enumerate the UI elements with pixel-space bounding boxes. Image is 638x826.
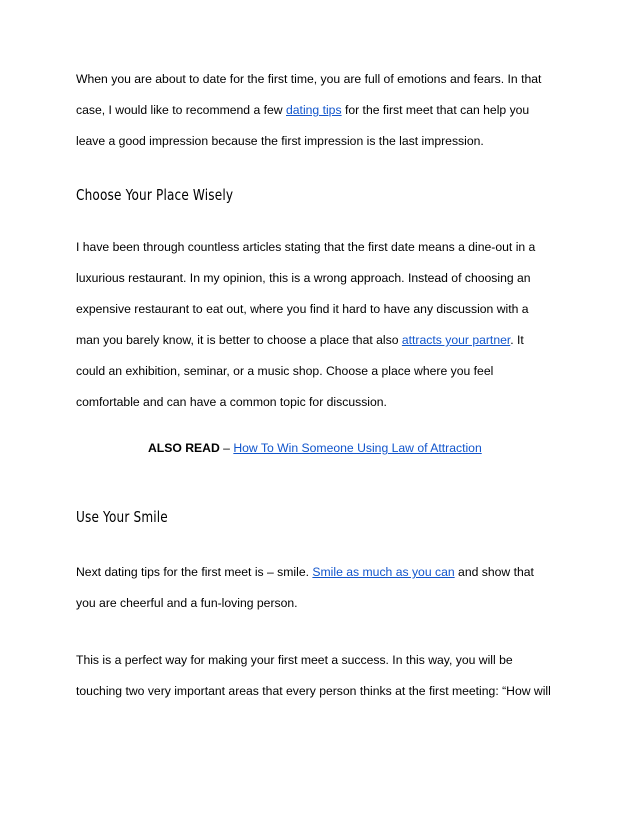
para3-paragraph <box>76 645 576 707</box>
intro-line-2 <box>76 95 576 126</box>
section1-line-6: comfortable and can have a common topic for discussion. <box>76 395 387 409</box>
section-heading-choose-place: Choose Your Place Wisely <box>76 186 234 204</box>
intro-line-1: When you are about to date for the first time, you are full of emotions and fears. In that <box>76 72 542 86</box>
para3-line-2: touching two very important areas that every person thinks at the first meeting: “How will <box>76 684 551 698</box>
intro-line-2-text: case, I would like to recommend a few <box>76 103 286 117</box>
also-read-dash: – <box>219 441 234 455</box>
section2-line-1-tail: and show that <box>454 565 534 579</box>
section1-line-4 <box>76 325 576 356</box>
section1-line-1: I have been through countless articles stating that the first date means a dine-out in a <box>76 240 536 254</box>
section2-line-2: you are cheerful and a fun-loving person. <box>76 596 298 610</box>
section1-line-4-text: man you barely know, it is better to choose a place that also <box>76 333 402 347</box>
intro-line-2-tail: for the first meet that can help you <box>341 103 530 117</box>
attracts-partner-link[interactable]: attracts your partner <box>401 333 511 347</box>
section-heading-use-smile: Use Your Smile <box>76 508 168 526</box>
section1-line-5: could an exhibition, seminar, or a music shop. Choose a place where you feel <box>76 364 494 378</box>
also-read-label: ALSO READ <box>148 441 220 455</box>
section2-line-1-text: Next dating tips for the first meet is – smile. <box>76 565 313 579</box>
para3-line-1: This is a perfect way for making your first meet a success. In this way, you will be <box>76 653 513 667</box>
intro-paragraph <box>76 64 576 157</box>
smile-link[interactable]: Smile as much as you can <box>312 565 455 579</box>
dating-tips-link[interactable]: dating tips <box>286 103 342 117</box>
section2-paragraph <box>76 557 576 619</box>
also-read-callout <box>148 436 482 460</box>
section1-line-4-tail: . It <box>510 333 524 347</box>
section1-paragraph <box>76 232 576 418</box>
intro-line-3: leave a good impression because the first impression is the last impression. <box>76 134 484 148</box>
section2-line-1 <box>76 557 576 588</box>
law-of-attraction-link[interactable]: How To Win Someone Using Law of Attraction <box>233 441 482 455</box>
section1-line-2: luxurious restaurant. In my opinion, this is a wrong approach. Instead of choosing an <box>76 271 531 285</box>
section1-line-3: expensive restaurant to eat out, where you find it hard to have any discussion with a <box>76 302 529 316</box>
